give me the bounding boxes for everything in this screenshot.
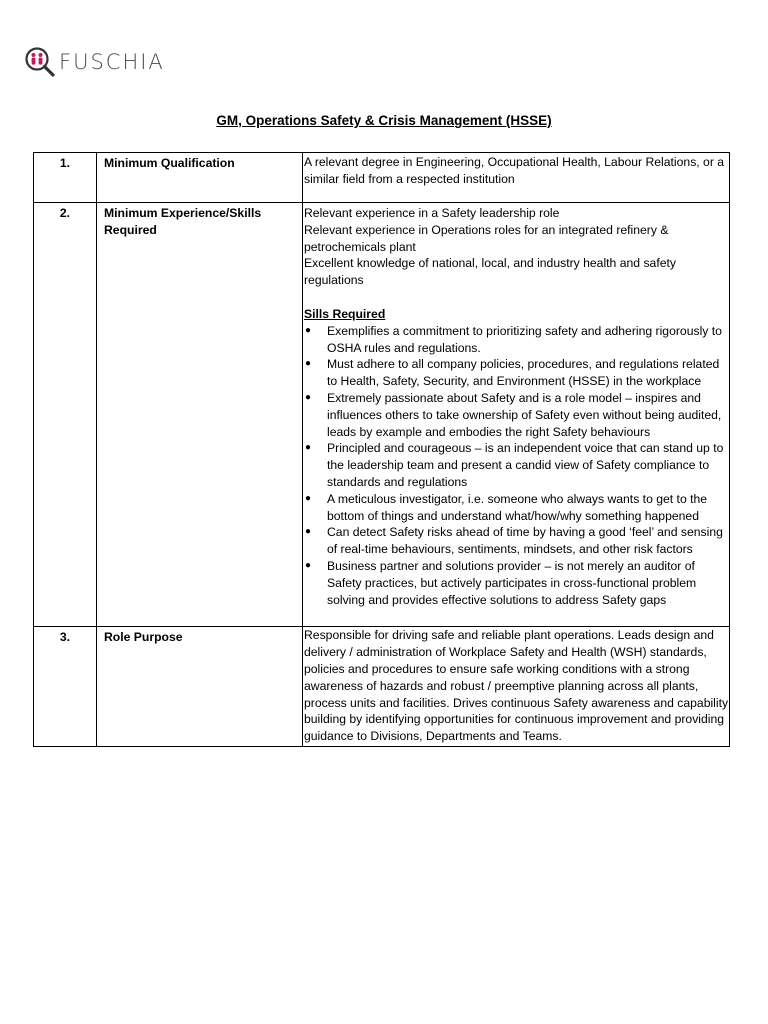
list-item: ● Can detect Safety risks ahead of time by having a good ‘feel’ and sensing of real-time behaviours, sentiments, mindsets, and other risk factors [305,525,723,557]
table-row [34,203,730,627]
value-line: Relevant experience in Operations roles for an integrated refinery & petrochemicals plant [304,222,669,254]
bullet-icon: ● [305,442,312,454]
company-logo [24,46,165,78]
row-value [303,627,730,747]
row-label: Minimum Experience/Skills Required [97,203,303,627]
row-value [303,153,730,203]
table-row [34,153,730,203]
bullet-icon: ● [305,391,312,403]
logo-text: FUSCHIA [59,49,165,74]
bullet-icon: ● [305,324,312,336]
row-label: Role Purpose [97,627,303,747]
table-row [34,627,730,747]
row-number: 2. [34,203,97,627]
document-title: GM, Operations Safety & Crisis Management (HSSE) [216,113,552,128]
skills-subheading: Sills Required [304,306,386,321]
list-item: ● Exemplifies a commitment to prioritizing safety and adhering rigorously to OSHA rules and regulations. [305,323,722,355]
bullet-icon: ● [305,559,312,571]
bullet-icon: ● [305,358,312,370]
bullet-icon: ● [305,492,312,504]
magnifier-people-icon [24,46,56,78]
row-value [303,203,730,627]
value-line: Responsible for driving safe and reliable plant operations. Leads design and delivery / administration of Workplace Safety and Health (WSH) standards, policies and procedures to ensure safe working conditions with a strong awareness of hazards and robust / preemptive planning across all plants, process units and facilities. Drives continuous Safety awareness and capability building by identifying opportunities for continuous improvement and providing guidance to Divisions, Departments and Teams. [304,628,729,744]
requirements-table [33,152,730,747]
list-item: ● Must adhere to all company policies, procedures, and regulations related to Health, Safety, Security, and Environment (HSSE) in the workplace [305,357,720,389]
list-item: ● Principled and courageous – is an independent voice that can stand up to the leadership team and present a candid view of Safety compliance to standards and regulations [305,441,724,489]
value-line: Relevant experience in a Safety leadership role [304,206,560,220]
list-item: ● A meticulous investigator, i.e. someone who always wants to get to the bottom of things and understand what/how/why something happened [305,491,708,523]
list-item: ● Business partner and solutions provider – is not merely an auditor of Safety practices, but actively participates in cross-functional problem solving and provides effective solutions to address Safety gaps [305,558,697,607]
list-item: ● Extremely passionate about Safety and is a role model – inspires and influences others to take ownership of Safety even without being audited, leads by example and embodies the right Safety behaviours [305,390,722,439]
row-number: 1. [34,153,97,203]
row-number: 3. [34,627,97,747]
value-line: Excellent knowledge of national, local, and industry health and safety regulations [304,256,676,288]
row-label: Minimum Qualification [97,153,303,203]
bullet-icon: ● [305,526,312,538]
skills-list [304,323,729,609]
value-line: A relevant degree in Engineering, Occupational Health, Labour Relations, or a similar field from a respected institution [304,155,725,186]
